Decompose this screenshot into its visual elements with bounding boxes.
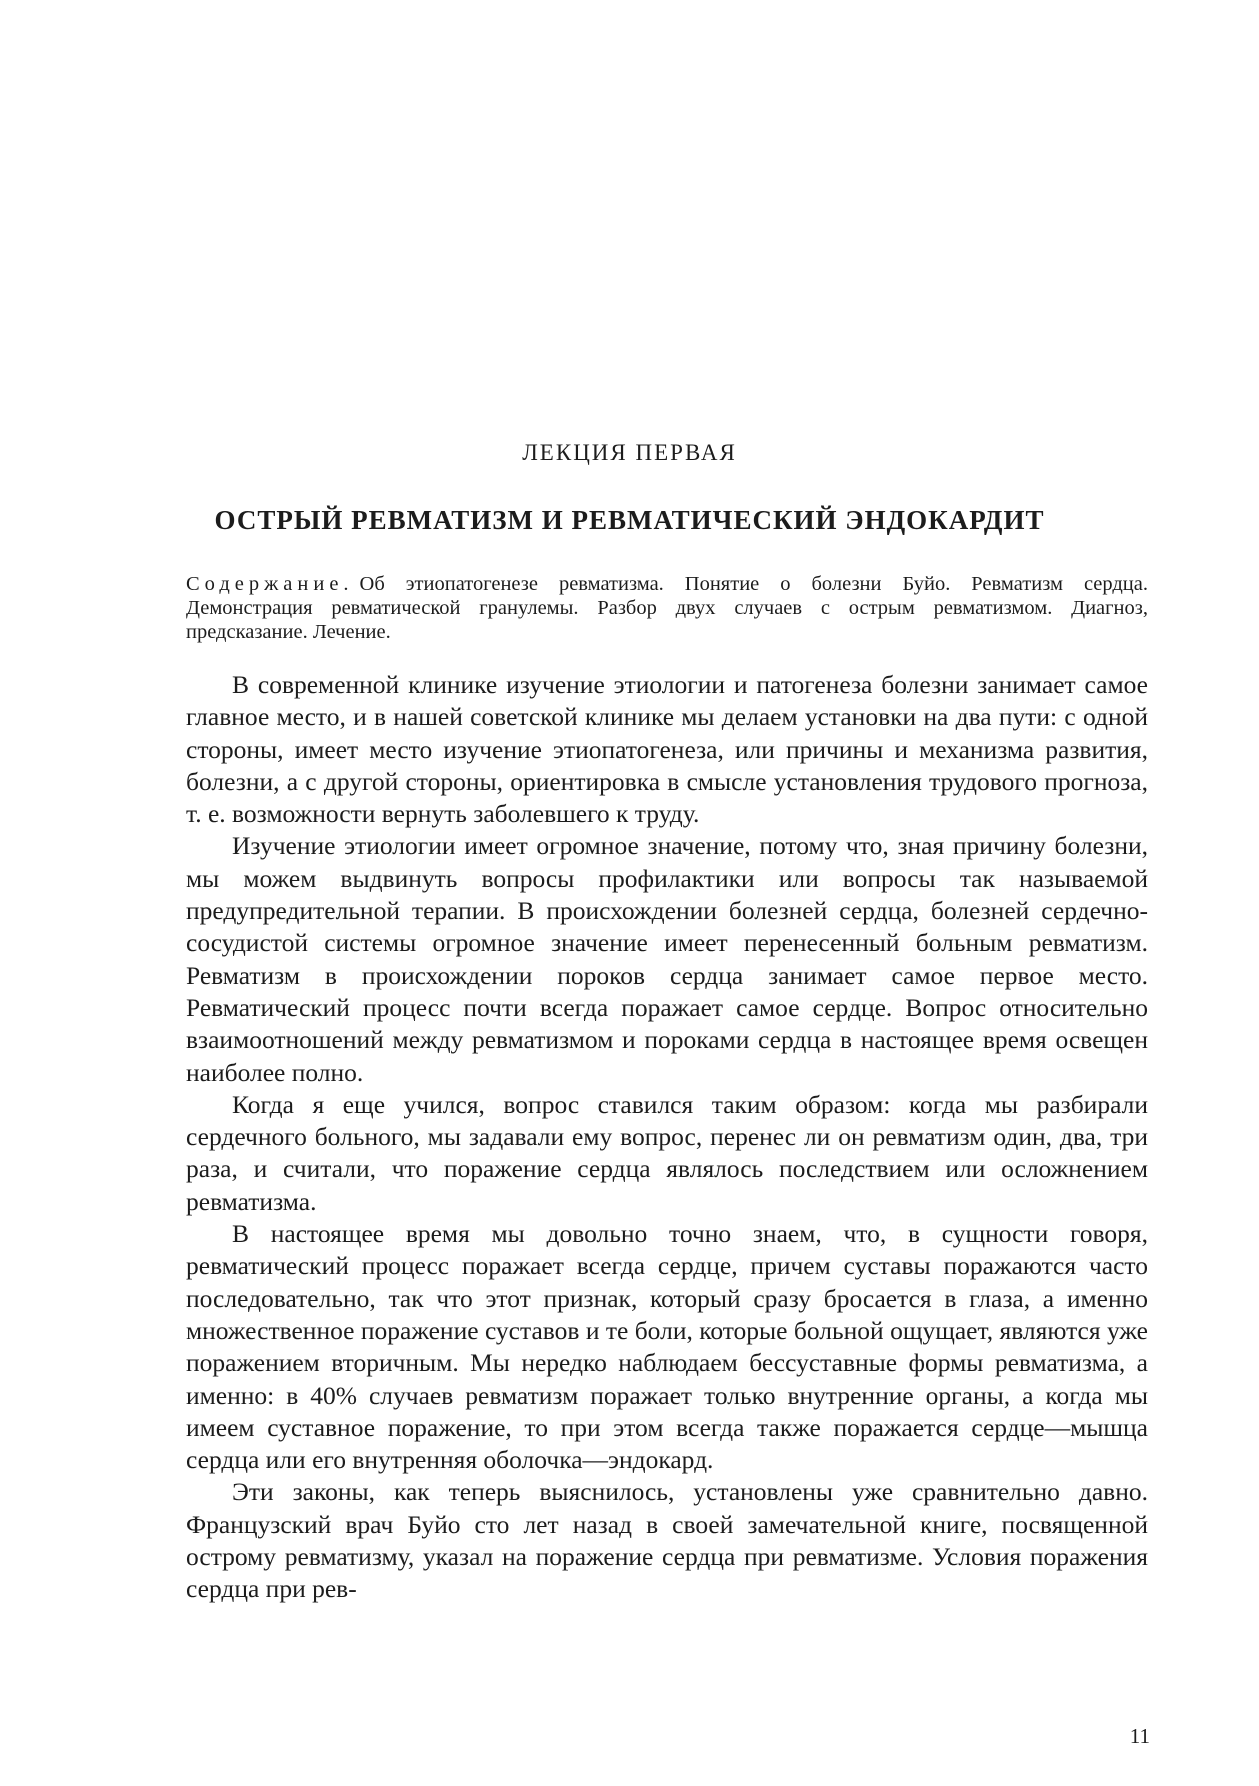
paragraph: В современной клинике изучение этиологии и патогенеза болезни занимает самое главное место, и в нашей советской клинике мы делаем установки на два пути: с одной стороны, имеет место изучение этиопатогенеза, или причины и механизма развития, болезни, а с другой стороны, ориентировка в смысле установления трудового прогноза, т. е. возможности вернуть заболевшего к труду. [186, 670, 1148, 829]
lecture-summary [186, 572, 1148, 644]
lecture-title: ОСТРЫЙ РЕВМАТИЗМ И РЕВМАТИЧЕСКИЙ ЭНДОКАРДИТ [214, 505, 1045, 535]
paragraph: Эти законы, как теперь выяснилось, установлены уже сравнительно давно. Французский врач Буйо сто лет назад в своей замечательной книге, посвященной острому ревматизму, указал на поражение сердца при ревматизме. Условия поражения сердца при рев- [186, 1477, 1148, 1604]
page-number: 11 [1129, 1724, 1150, 1748]
lecture-body [186, 669, 1148, 1606]
paragraph: В настоящее время мы довольно точно знаем, что, в сущности говоря, ревматический процесс поражает всегда сердце, причем суставы поражаются часто последовательно, так что этот признак, который сразу бросается в глаза, а именно множественное поражение суставов и те боли, которые больной ощущает, являются уже поражением вторичным. Мы нередко наблюдаем бессуставные формы ревматизма, а именно: в 40% случаев ревматизм поражает только внутренние органы, а когда мы имеем суставное поражение, то при этом всегда также поражается сердце—мышца сердца или его внутренняя оболочка—эндокард. [186, 1219, 1148, 1475]
summary-label: Содержание. [186, 573, 354, 595]
paragraph: Изучение этиологии имеет огромное значение, потому что, зная причину болезни, мы можем выдвинуть вопросы профилактики или вопросы так называемой предупредительной терапии. В происхождении болезней сердца, болезней сердечно-сосудистой системы огромное значение имеет перенесенный больным ревматизм. Ревматизм в происхождении пороков сердца занимает самое первое место. Ревматический процесс почти всегда поражает самое сердце. Вопрос относительно взаимоотношений между ревматизмом и пороками сердца в настоящее время освещен наиболее полно. [186, 831, 1148, 1087]
paragraph: Когда я еще учился, вопрос ставился таким образом: когда мы разбирали сердечного больного, мы задавали ему вопрос, перенес ли он ревматизм один, два, три раза, и считали, что поражение сердца являлось последствием или осложнением ревматизма. [186, 1089, 1148, 1216]
summary-text: Об этиопатогенезе ревматизма. Понятие о болезни Буйо. Ревматизм сердца. Демонстрация ревматической гранулемы. Разбор двух случаев с острым ревматизмом. Диагноз, предсказание. Лечение. [186, 573, 1148, 643]
lecture-number: ЛЕКЦИЯ ПЕРВАЯ [522, 440, 737, 465]
